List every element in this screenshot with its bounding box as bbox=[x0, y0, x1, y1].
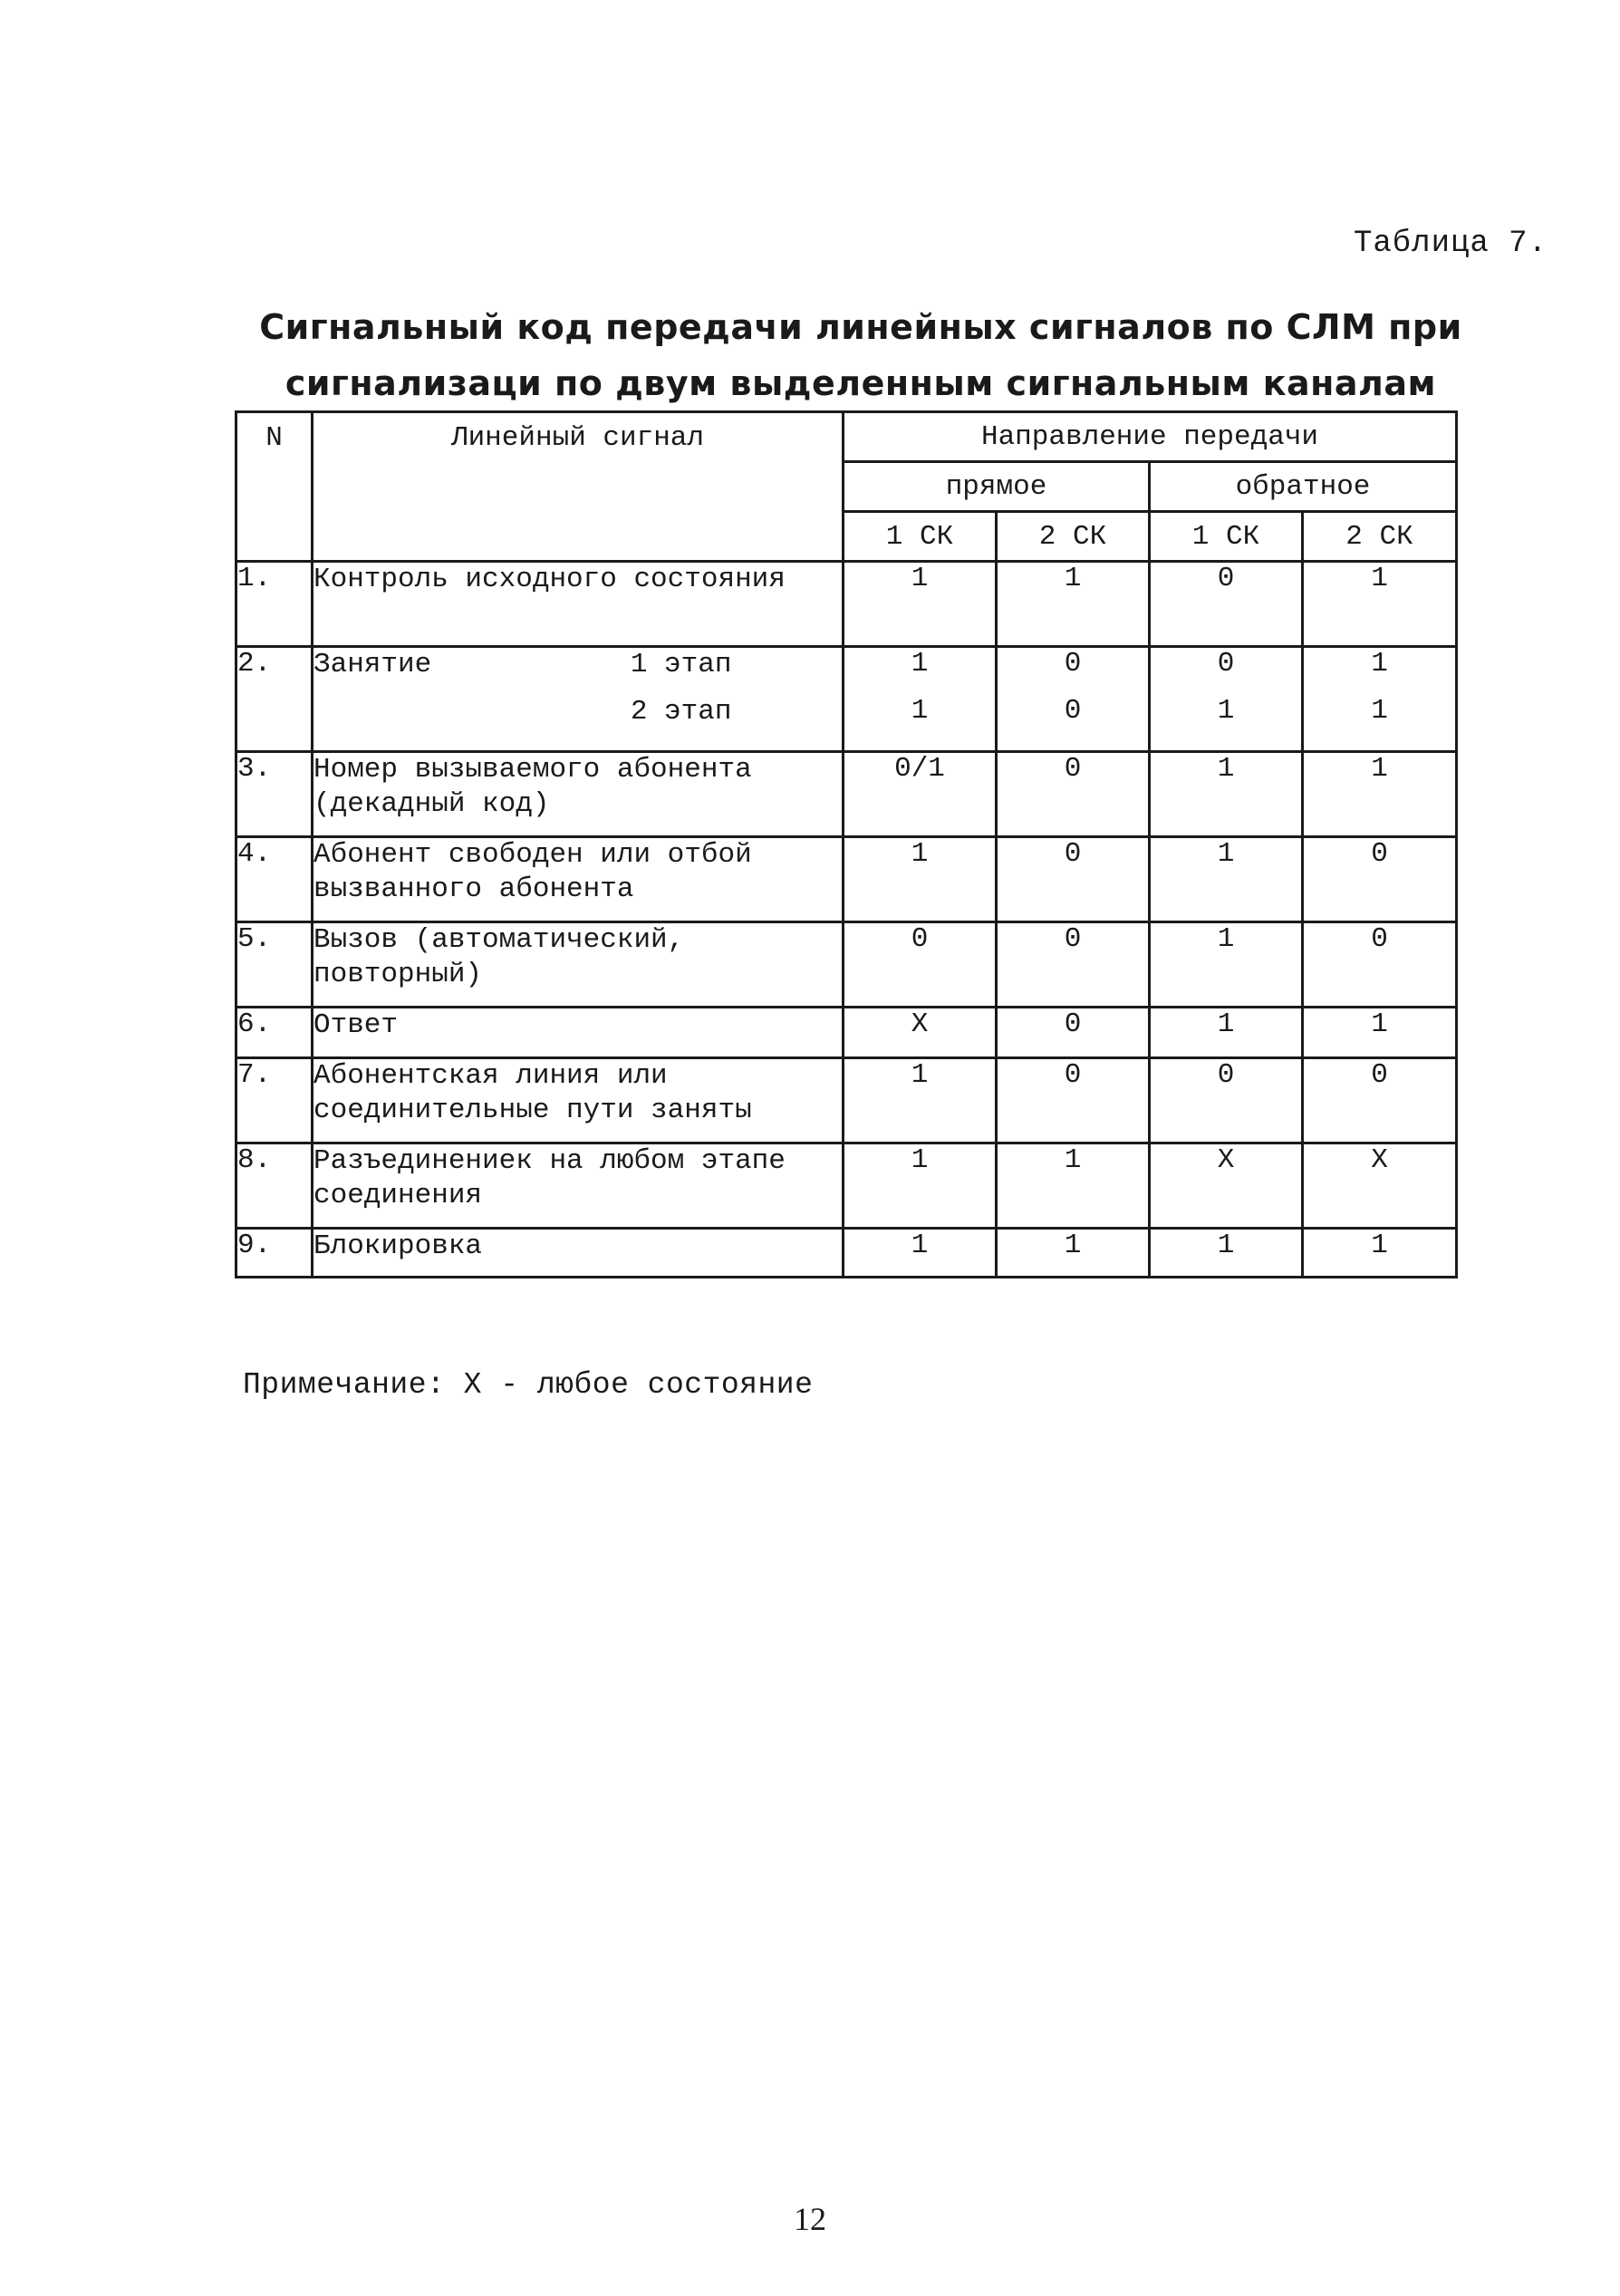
row-value: 1 bbox=[1150, 837, 1303, 922]
row-value bbox=[844, 647, 997, 752]
table-row bbox=[236, 1008, 1457, 1058]
row-value: 1 bbox=[1150, 1229, 1303, 1278]
row-value: 1 bbox=[1303, 562, 1457, 647]
header-forward: прямое bbox=[844, 462, 1150, 512]
row-value: 0 bbox=[844, 922, 997, 1008]
header-channel-4: 2 СК bbox=[1303, 512, 1457, 562]
table-title bbox=[227, 299, 1495, 411]
row-value: 0 bbox=[1150, 562, 1303, 647]
header-channel-1: 1 СК bbox=[844, 512, 997, 562]
table-row bbox=[236, 1058, 1457, 1143]
row-value: Х bbox=[1150, 1143, 1303, 1229]
row-value: 0 bbox=[997, 837, 1150, 922]
row-signal: Вызов (автоматический, повторный) bbox=[313, 922, 844, 1008]
stage-2-value: 0 bbox=[1064, 695, 1082, 727]
table-row bbox=[236, 922, 1457, 1008]
row-value: Х bbox=[844, 1008, 997, 1058]
row-value: 0 bbox=[1150, 1058, 1303, 1143]
stage-2-value: 1 bbox=[911, 695, 929, 727]
row-value: 1 bbox=[997, 562, 1150, 647]
row-value: 1 bbox=[1303, 1229, 1457, 1278]
row-signal: Номер вызываемого абонента (декадный код) bbox=[313, 752, 844, 837]
table-row bbox=[236, 1229, 1457, 1278]
row-signal: Блокировка bbox=[313, 1229, 844, 1278]
row-value: 1 bbox=[844, 837, 997, 922]
row-value: 1 bbox=[844, 1058, 997, 1143]
row-value: 1 bbox=[1303, 752, 1457, 837]
row-value: 1 bbox=[1303, 1008, 1457, 1058]
row-number: 8. bbox=[236, 1143, 313, 1229]
row-number: 1. bbox=[236, 562, 313, 647]
row-signal: Разъединениек на любом этапе соединения bbox=[313, 1143, 844, 1229]
header-reverse: обратное bbox=[1150, 462, 1457, 512]
row-value: 0 bbox=[997, 752, 1150, 837]
row-value: 0 bbox=[997, 922, 1150, 1008]
row-value: 1 bbox=[997, 1229, 1150, 1278]
row-number: 7. bbox=[236, 1058, 313, 1143]
row-value: 0 bbox=[997, 1058, 1150, 1143]
row-value bbox=[1303, 647, 1457, 752]
header-direction: Направление передачи bbox=[844, 412, 1457, 462]
row-number: 2. bbox=[236, 647, 313, 752]
row-number: 9. bbox=[236, 1229, 313, 1278]
stage-1-value: 0 bbox=[1217, 648, 1235, 680]
row-value bbox=[1150, 647, 1303, 752]
row-stage-1: 1 этап bbox=[630, 649, 732, 680]
row-value: 0 bbox=[1303, 1058, 1457, 1143]
row-number: 5. bbox=[236, 922, 313, 1008]
row-value: 1 bbox=[844, 1143, 997, 1229]
row-value: 0 bbox=[1303, 922, 1457, 1008]
row-value: 1 bbox=[844, 562, 997, 647]
row-value: 1 bbox=[1150, 1008, 1303, 1058]
table-row bbox=[236, 1143, 1457, 1229]
table-row bbox=[236, 752, 1457, 837]
header-n: N bbox=[236, 412, 313, 562]
row-signal: Абонент свободен или отбой вызванного абонента bbox=[313, 837, 844, 922]
stage-1-value: 1 bbox=[911, 648, 929, 680]
header-signal: Линейный сигнал bbox=[313, 412, 844, 562]
table-row bbox=[236, 562, 1457, 647]
row-value bbox=[997, 647, 1150, 752]
table-note: Примечание: Х - любое состояние bbox=[243, 1368, 814, 1402]
row-value: 1 bbox=[1150, 752, 1303, 837]
header-channel-2: 2 СК bbox=[997, 512, 1150, 562]
row-value: 0 bbox=[1303, 837, 1457, 922]
stage-2-value: 1 bbox=[1371, 695, 1388, 727]
title-line-1: Сигнальный код передачи линейных сигналов по СЛМ при bbox=[259, 307, 1462, 347]
title-line-2: сигнализаци по двум выделенным сигнальным каналам bbox=[284, 363, 1437, 403]
row-number: 6. bbox=[236, 1008, 313, 1058]
row-number: 4. bbox=[236, 837, 313, 922]
table-row bbox=[236, 837, 1457, 922]
row-value: 0/1 bbox=[844, 752, 997, 837]
row-signal: Ответ bbox=[313, 1008, 844, 1058]
row-signal bbox=[313, 647, 844, 752]
signal-code-table bbox=[235, 410, 1458, 1278]
stage-1-value: 0 bbox=[1064, 648, 1082, 680]
row-value: 1 bbox=[844, 1229, 997, 1278]
header-channel-3: 1 СК bbox=[1150, 512, 1303, 562]
row-number: 3. bbox=[236, 752, 313, 837]
row-value: Х bbox=[1303, 1143, 1457, 1229]
table-label: Таблица 7. bbox=[1353, 227, 1548, 261]
page-number: 12 bbox=[794, 2201, 826, 2237]
row-value: 1 bbox=[997, 1143, 1150, 1229]
table-row bbox=[236, 647, 1457, 752]
row-signal: Абонентская линия или соединительные пути заняты bbox=[313, 1058, 844, 1143]
stage-2-value: 1 bbox=[1217, 695, 1235, 727]
row-signal-label: Занятие bbox=[313, 649, 432, 680]
row-value: 1 bbox=[1150, 922, 1303, 1008]
header-row-1 bbox=[236, 412, 1457, 462]
row-value: 0 bbox=[997, 1008, 1150, 1058]
row-signal: Контроль исходного состояния bbox=[313, 562, 844, 647]
stage-1-value: 1 bbox=[1371, 648, 1388, 680]
row-stage-2: 2 этап bbox=[630, 696, 732, 728]
